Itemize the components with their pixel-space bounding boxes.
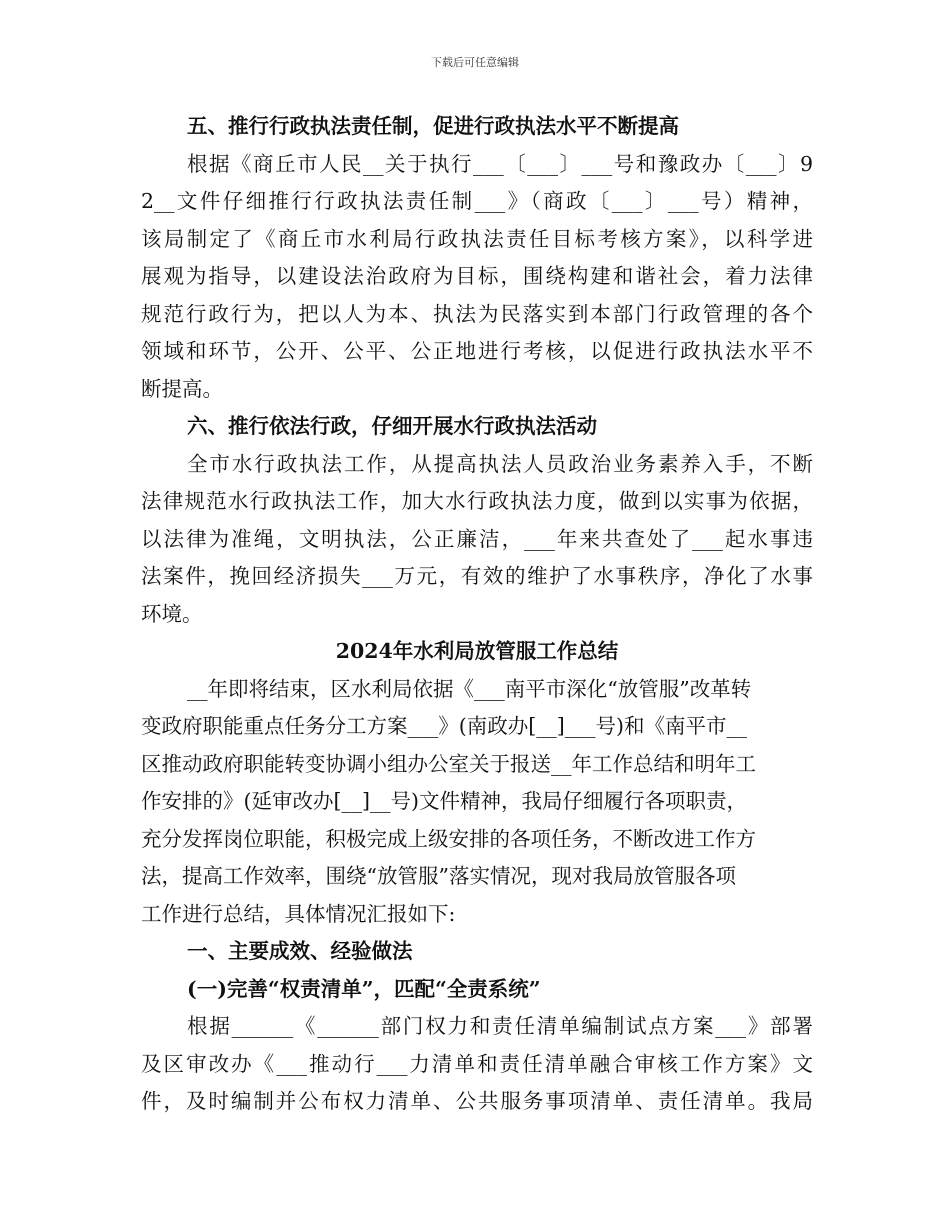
section6-line: 以法律为准绳，文明执法，公正廉洁，___年来共查处了___起水事违: [141, 526, 813, 551]
summary-intro-line: 充分发挥岗位职能，积极完成上级安排的各项任务，不断改进工作方: [141, 826, 756, 851]
summary-intro-line: 区推动政府职能转变协调小组办公室关于报送__年工作总结和明年工: [141, 751, 756, 776]
section5-line: 展观为指导，以建设法治政府为目标，围绕构建和谐社会，着力法律: [141, 264, 813, 288]
summary-title: 2024年水利局放管服工作总结: [335, 639, 619, 663]
section5-line: 该局制定了《商丘市水利局行政执法责任目标考核方案》，以科学进: [141, 226, 813, 251]
subsection1-line: 件，及时编制并公布权力清单、公共服务事项清单、责任清单。我局: [141, 1089, 813, 1113]
summary-intro-line: 变政府职能重点任务分工方案___》(南政办[__]___号)和《南平市__: [141, 714, 747, 738]
page-header-note: 下载后可任意编辑: [431, 56, 519, 69]
section5-heading: 五、推行行政执法责任制，促进行政执法水平不断提高: [187, 114, 679, 138]
summary-subheading-1: (一)完善“权责清单”，匹配“全责系统”: [187, 976, 541, 1001]
subsection1-line: 根据______《______部门权力和责任清单编制试点方案___》部署: [187, 1014, 813, 1038]
section6-line: 法律规范水行政执法工作，加大水行政执法力度，做到以实事为依据，: [141, 489, 813, 513]
summary-intro-line: 作安排的》(延审改办[__]__号)文件精神，我局仔细履行各项职责，: [141, 789, 747, 813]
subsection1-line: 及区审改办《___推动行___力清单和责任清单融合审核工作方案》文: [141, 1051, 813, 1076]
summary-heading-1: 一、主要成效、经验做法: [187, 939, 413, 963]
section6-line: 全市水行政执法工作，从提高执法人员政治业务素养入手，不断: [187, 451, 813, 476]
summary-intro-line: 工作进行总结，具体情况汇报如下:: [141, 901, 456, 926]
section5-line: 根据《商丘市人民__关于执行___〔___〕___号和豫政办〔___〕9: [187, 151, 813, 176]
summary-intro-line: 法，提高工作效率，围绕“放管服”落实情况，现对我局放管服各项: [141, 864, 736, 888]
section5-line: 规范行政行为，把以人为本、执法为民落实到本部门行政管理的各个: [141, 301, 813, 326]
section6-line: 环境。: [141, 601, 203, 626]
section5-line: 断提高。: [141, 376, 223, 401]
section6-heading: 六、推行依法行政，仔细开展水行政执法活动: [187, 414, 597, 438]
section5-line: 领域和环节，公开、公平、公正地进行考核，以促进行政执法水平不: [141, 339, 813, 363]
section6-line: 法案件，挽回经济损失___万元，有效的维护了水事秩序，净化了水事: [141, 564, 813, 588]
section5-line: 2__文件仔细推行行政执法责任制___》（商政〔___〕___号）精神，: [141, 189, 813, 213]
summary-intro-line: __年即将结束，区水利局依据《___南平市深化“放管服”改革转: [187, 676, 752, 701]
document-body: [141, 108, 813, 1121]
